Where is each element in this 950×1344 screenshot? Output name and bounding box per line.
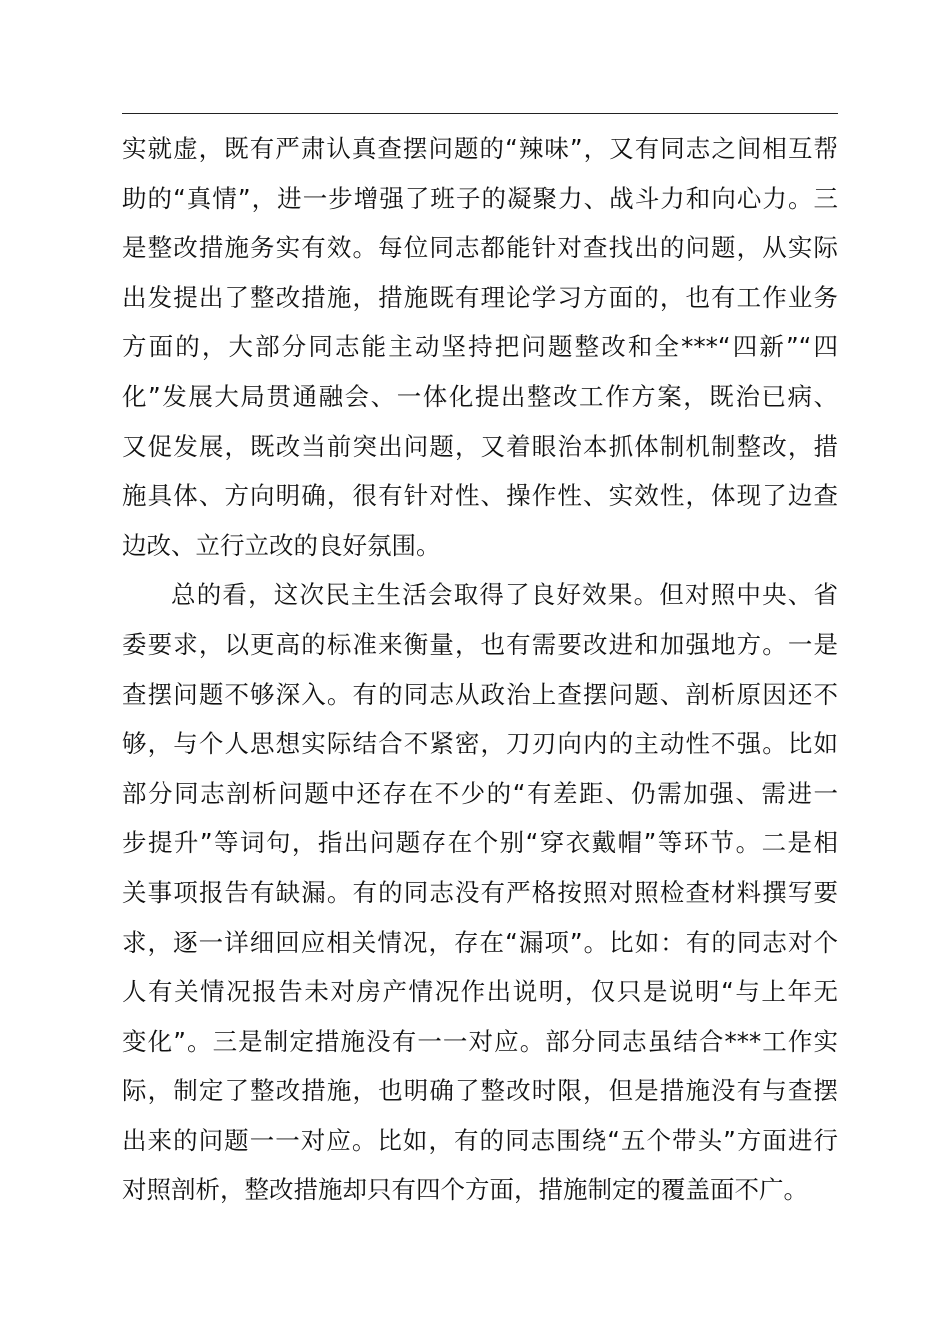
- text-line: 出发提出了整改措施，措施既有理论学习方面的，也有工作业务: [122, 282, 838, 312]
- text-line: 查摆问题不够深入。有的同志从政治上查摆问题、剖析原因还不: [122, 679, 838, 709]
- text-line: 变化”。三是制定措施没有一一对应。部分同志虽结合***工作实: [122, 1026, 838, 1056]
- text-line: 出来的问题一一对应。比如，有的同志围绕“五个带头”方面进行: [122, 1125, 838, 1155]
- text-line: 关事项报告有缺漏。有的同志没有严格按照对照检查材料撰写要: [122, 877, 838, 907]
- text-line: 求，逐一详细回应相关情况，存在“漏项”。比如：有的同志对个: [122, 927, 838, 957]
- paragraph-end-line: 对照剖析，整改措施却只有四个方面，措施制定的覆盖面不广。: [122, 1175, 808, 1205]
- text-line: 又促发展，既改当前突出问题，又着眼治本抓体制机制整改，措: [122, 431, 838, 461]
- text-line: 实就虚，既有严肃认真查摆问题的“辣味”，又有同志之间相互帮: [122, 134, 838, 163]
- text-line: 人有关情况报告未对房产情况作出说明，仅只是说明“与上年无: [122, 977, 838, 1007]
- text-line: 是整改措施务实有效。每位同志都能针对查找出的问题，从实际: [122, 233, 838, 263]
- text-line: 化”发展大局贯通融会、一体化提出整改工作方案，既治已病、: [122, 381, 838, 411]
- document-body: [122, 124, 838, 1215]
- text-line: 助的“真情”，进一步增强了班子的凝聚力、战斗力和向心力。三: [122, 183, 838, 213]
- text-line: 际，制定了整改措施，也明确了整改时限，但是措施没有与查摆: [122, 1076, 838, 1106]
- text-line: 部分同志剖析问题中还存在不少的“有差距、仍需加强、需进一: [122, 778, 838, 808]
- text-line: 够，与个人思想实际结合不紧密，刀刃向内的主动性不强。比如: [122, 729, 838, 759]
- text-line: 步提升”等词句，指出问题存在个别“穿衣戴帽”等环节。二是相: [122, 828, 838, 858]
- paragraph-end-line: 边改、立行立改的良好氛围。: [122, 530, 441, 560]
- text-line: 方面的，大部分同志能主动坚持把问题整改和全***“四新”“四: [122, 332, 838, 362]
- text-line: 施具体、方向明确，很有针对性、操作性、实效性，体现了边查: [122, 481, 838, 511]
- header-rule: [122, 113, 838, 114]
- paragraph-start-line: 总的看，这次民主生活会取得了良好效果。但对照中央、省: [171, 580, 838, 610]
- text-line: 委要求，以更高的标准来衡量，也有需要改进和加强地方。一是: [122, 629, 838, 659]
